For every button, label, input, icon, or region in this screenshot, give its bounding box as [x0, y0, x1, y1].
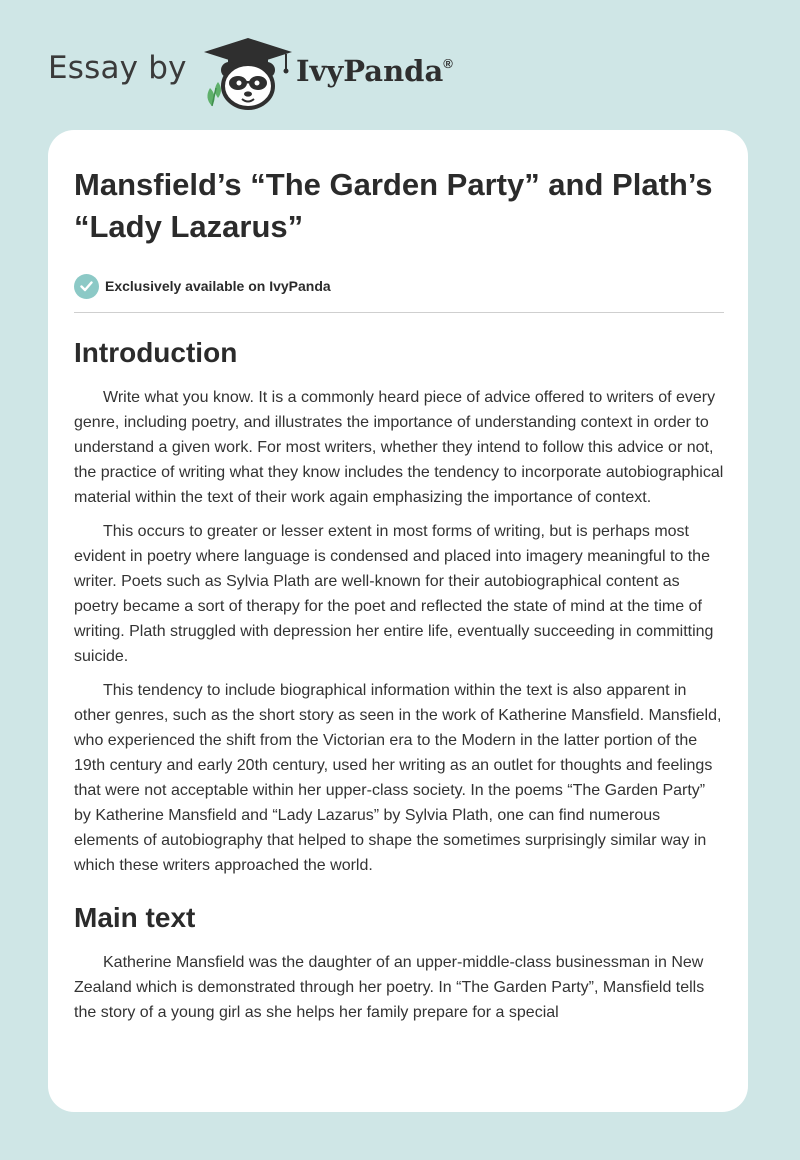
- checkmark-icon: [74, 274, 99, 299]
- essay-card: [48, 130, 748, 1112]
- site-header: [48, 30, 548, 110]
- paragraph: This occurs to greater or lesser extent in most forms of writing, but is perhaps most evident in poetry where language is condensed and placed into imagery meaningful to the writer. Poets such as Sylvia Plath are well-known for their autobiographical content as poetry became a sort of therapy for the poet and reflected the state of mind at the time of writing. Plath struggled with depression her entire life, eventually succeeding in committing suicide.: [74, 523, 714, 665]
- essay-title: Mansfield’s “The Garden Party” and Plath’s “Lady Lazarus”: [74, 167, 713, 244]
- exclusive-badge-label: Exclusively available on IvyPanda: [105, 278, 331, 294]
- section-heading: Introduction: [74, 337, 238, 368]
- essay-content: [74, 164, 724, 1034]
- section-main-text: [74, 900, 724, 1025]
- registered-mark: ®: [443, 56, 453, 72]
- brand-text: IvyPanda: [296, 54, 444, 88]
- section-heading: Main text: [74, 902, 196, 933]
- brand-name[interactable]: [296, 54, 453, 88]
- paragraph: Katherine Mansfield was the daughter of an upper-middle-class businessman in New Zealand which is demonstrated through her poetry. In “The Garden Party”, Mansfield tells the story of a young girl as she helps her family prepare for a special: [74, 954, 705, 1021]
- exclusive-badge: [74, 272, 724, 300]
- title-divider: [74, 312, 724, 313]
- essay-by-label: Essay by: [48, 50, 187, 86]
- section-introduction: [74, 335, 724, 878]
- panda-logo-icon[interactable]: [202, 36, 294, 110]
- paragraph: This tendency to include biographical information within the text is also apparent in other genres, such as the short story as seen in the work of Katherine Mansfield. Mansfield, who experienced the shift from the Victorian era to the Modern in the latter portion of the 19th century and early 20th century, used her writing as an outlet for thoughts and feelings that were not acceptable within her upper-class society. In the poems “The Garden Party” by Katherine Mansfield and “Lady Lazarus” by Sylvia Plath, one can find numerous elements of autobiography that helped to shape the sometimes surprisingly similar way in which these writers approached the world.: [74, 682, 722, 874]
- paragraph: Write what you know. It is a commonly heard piece of advice offered to writers of every genre, including poetry, and illustrates the importance of understanding context in order to understand a given work. For most writers, whether they intend to follow this advice or not, the practice of writing what they know includes the tendency to incorporate autobiographical material within the text of their work again emphasizing the importance of context.: [74, 389, 724, 506]
